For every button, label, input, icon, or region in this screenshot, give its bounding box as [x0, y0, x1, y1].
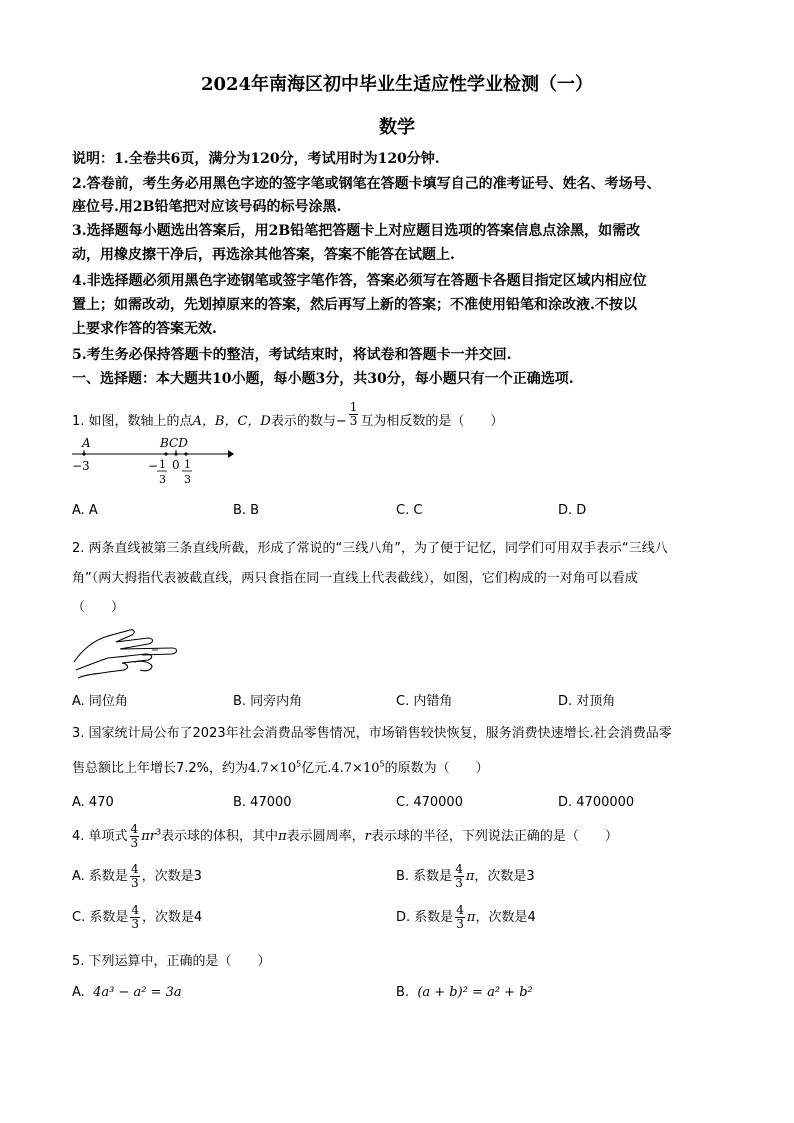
question-2-line: 角”（两大拇指代表被截直线，两只食指在同一直线上代表截线），如图，它们构成的一对角可以看成 — [72, 571, 638, 586]
q2-option-c: C. 内错角 — [396, 694, 453, 709]
instruction-line: 3.选择题每小题选出答案后，用2B铅笔把答题卡上对应题目选项的答案信息点涂黑，如需改 — [72, 223, 641, 239]
point-b — [164, 452, 167, 455]
question-2-line: （ ） — [72, 600, 125, 615]
question-3-line: 3. 国家统计局公布了2023年社会消费品零售情况，市场销售较快恢复，服务消费快速增长.社会消费品零 — [72, 726, 672, 741]
q4-option-d: D. 系数是 $\frac{4}{3}$ π，次数是4 — [396, 903, 536, 931]
tick-frac-num: 1 — [184, 458, 191, 471]
instruction-line: 置上；如需改动，先划掉原来的答案，然后再写上新的答案；不准使用铅笔和涂改液.不按以 — [72, 297, 637, 313]
question-2-line: 2. 两条直线被第三条直线所截，形成了常说的“三线八角”，为了便于记忆，同学们可用双手表示“三线八 — [72, 541, 668, 556]
q4-option-a: A. 系数是 $\frac{4}{3}$ ，次数是3 — [72, 862, 202, 890]
q4-option-b: B. 系数是 $\frac{4}{3}$ π，次数是3 — [396, 862, 535, 890]
tick-minus-sign: − — [148, 459, 159, 473]
instruction-line: 5.考生务必保持答题卡的整洁，考试结束时，将试卷和答题卡一并交回. — [72, 347, 512, 363]
q5-option-a: A. 4a³ − a² = 3a — [72, 985, 182, 1000]
subject-title: 数学 — [379, 117, 415, 138]
tick-frac-den: 3 — [159, 473, 166, 486]
q1-option-b: B. B — [233, 503, 260, 518]
q3-option-c: C. 470000 — [396, 795, 463, 810]
point-c — [174, 452, 177, 455]
q5-option-b: B. (a + b)² = a² + b² — [396, 985, 533, 1000]
q1-option-c: C. C — [396, 503, 423, 518]
tick-frac-den: 3 — [184, 473, 191, 486]
question-1: 1. 如图，数轴上的点A，B，C，D表示的数与− $\frac{1}{3}$ 互为相反数的是（ ） — [72, 400, 504, 429]
tick-minus-3: −3 — [72, 459, 90, 473]
q1-option-a: A. A — [72, 503, 98, 518]
point-a — [82, 452, 85, 455]
hands-figure — [72, 622, 182, 682]
instruction-line: 座位号.用2B铅笔把对应该号码的标号涂黑. — [72, 199, 342, 215]
q1-option-d: D. D — [558, 503, 587, 518]
q4-option-c: C. 系数是 $\frac{4}{3}$ ，次数是4 — [72, 903, 203, 931]
tick-frac-num: 1 — [159, 458, 166, 471]
exam-title: 2024年南海区初中毕业生适应性学业检测（一） — [200, 74, 594, 95]
section-heading: 一、选择题：本大题共10小题，每小题3分，共30分，每小题只有一个正确选项. — [72, 371, 574, 387]
q3-option-d: D. 4700000 — [558, 795, 635, 810]
q3-option-b: B. 47000 — [233, 795, 292, 810]
instruction-line: 上要求作答的答案无效. — [72, 321, 217, 337]
instruction-line: 2.答卷前，考生务必用黑色字迹的签字笔或钢笔在答题卡填写自己的准考证号、姓名、考场号、 — [72, 176, 661, 192]
q2-option-d: D. 对顶角 — [558, 694, 616, 709]
question-3-line: 售总额比上年增长7.2%，约为$4.7\times 10^5$亿元$.4.7\times 10^5$的原数为（ ） — [72, 759, 489, 776]
question-4: 4. 单项式 $\frac{4}{3}$ $\pi r^3$表示球的体积，其中π表示圆周率，r表示球的半径，下列说法正确的是（ ） — [72, 822, 618, 850]
number-line-figure — [72, 432, 242, 492]
instruction-line: 4.非选择题必须用黑色字迹钢笔或签字笔作答，答案必须写在答题卡各题目指定区域内相应位 — [72, 273, 647, 289]
q2-option-b: B. 同旁内角 — [233, 694, 303, 709]
question-5: 5. 下列运算中，正确的是（ ） — [72, 954, 271, 969]
tick-zero: 0 — [172, 458, 180, 472]
q2-option-a: A. 同位角 — [72, 694, 128, 709]
instruction-line: 动，用橡皮擦干净后，再选涂其他答案，答案不能答在试题上. — [72, 247, 455, 263]
label-bcd: BCD — [160, 436, 188, 450]
instruction-line: 说明：1.全卷共6页，满分为120分，考试用时为120分钟. — [72, 151, 440, 167]
point-d — [184, 452, 187, 455]
label-a: A — [82, 436, 91, 450]
q3-option-a: A. 470 — [72, 795, 114, 810]
